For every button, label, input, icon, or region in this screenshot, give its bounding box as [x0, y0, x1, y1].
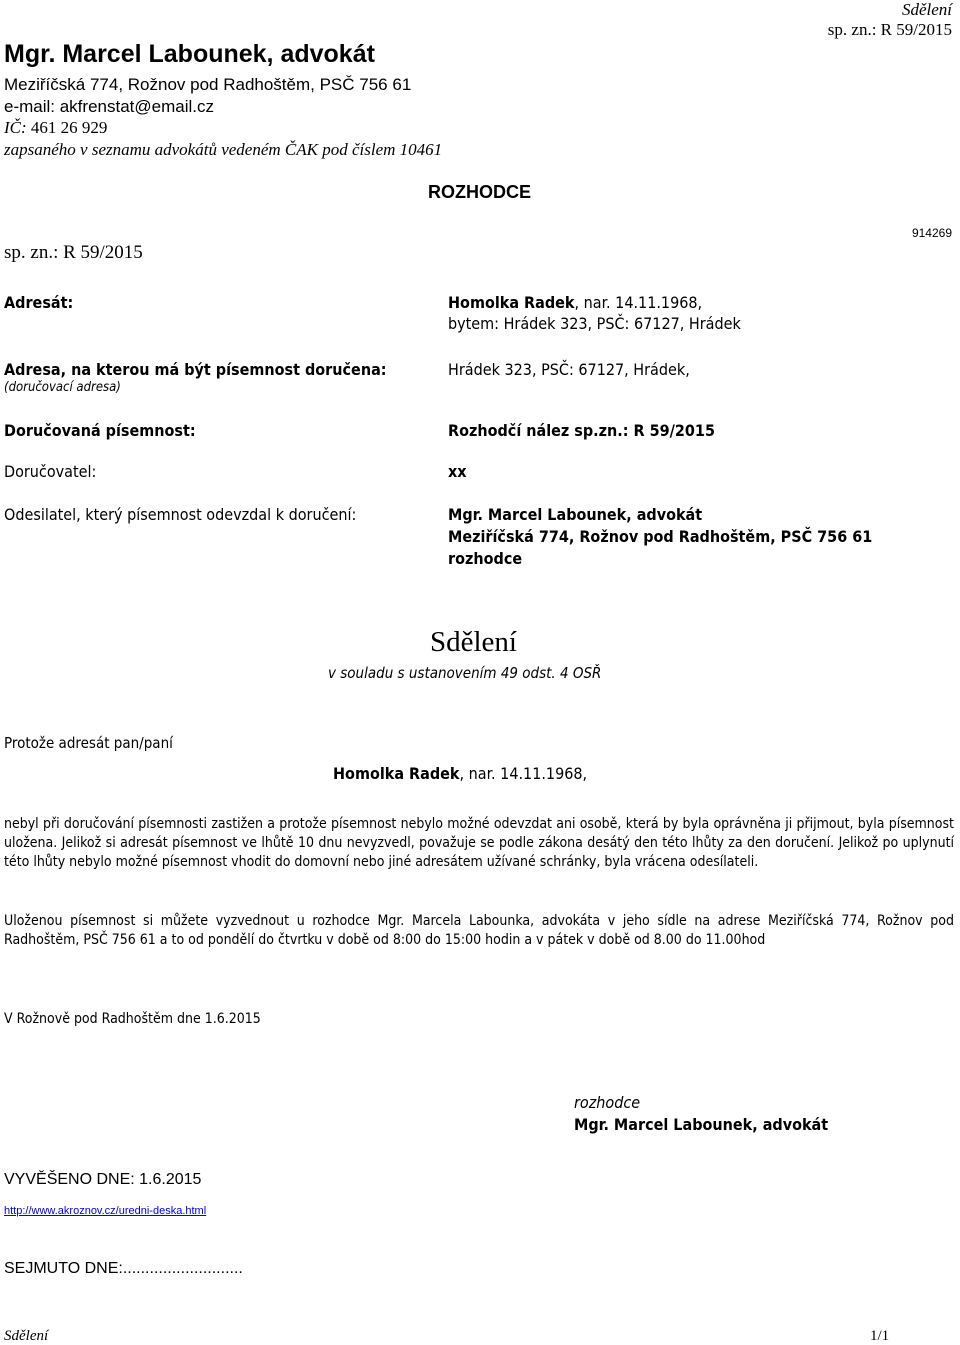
delivery-sublabel: (doručovací adresa) [4, 380, 121, 395]
place-date: V Rožnově pod Radhoštěm dne 1.6.2015 [4, 1011, 261, 1027]
notice-intro: Protože adresát pan/paní [4, 734, 173, 752]
addressee-residence: bytem: Hrádek 323, PSČ: 67127, Hrádek [448, 314, 741, 333]
sender-role: rozhodce [448, 549, 523, 568]
lawyer-ic [4, 118, 107, 138]
addressee-label: Adresát: [4, 293, 74, 312]
sender-label: Odesilatel, který písemnost odevzdal k doručení: [4, 505, 357, 524]
courier-label: Doručovatel: [4, 462, 97, 481]
role-title: ROZHODCE [428, 182, 531, 202]
document-value: Rozhodčí nález sp.zn.: R 59/2015 [448, 421, 715, 440]
notice-title: Sdělení [430, 626, 517, 658]
addressee-name: Homolka Radek [448, 293, 575, 312]
ic-value: 461 26 929 [30, 118, 108, 137]
lawyer-email: e-mail: akfrenstat@email.cz [4, 97, 214, 116]
ref-number: R 59/2015 [63, 242, 143, 263]
footer-page-number: 1/1 [870, 1328, 890, 1344]
notice-subtitle: v souladu s ustanovením 49 odst. 4 OSŘ [328, 664, 602, 682]
document-label: Doručovaná písemnost: [4, 421, 196, 440]
doc-type-top: Sdělení [901, 0, 952, 19]
notice-addressee-name: Homolka Radek [333, 764, 460, 783]
lawyer-address: Meziříčská 774, Rožnov pod Radhoštěm, PSČ 756 61 [4, 75, 412, 94]
signature-name: Mgr. Marcel Labounek, advokát [574, 1115, 829, 1134]
notice-paragraph-2: Uloženou písemnost si můžete vyzvednout u rozhodce Mgr. Marcela Labounka, advokáta v jeho sídle na adrese Meziříčská 774, Rožnov pod Radhoštěm, PSČ 756 61 a to od pondělí do čtvrtku v době od 8:00 do 15:00 hodin a v pátek v době od 8.00 do 11.00hod [4, 913, 954, 948]
removed-date: SEJMUTO DNE:........................... [4, 1260, 243, 1277]
footer-doc-type: Sdělení [4, 1328, 49, 1344]
ref-line [4, 242, 143, 264]
sender-name: Mgr. Marcel Labounek, advokát [448, 505, 703, 524]
notice-addressee-birth: , nar. 14.11.1968, [459, 764, 588, 783]
ic-label: IČ: [4, 118, 27, 137]
lawyer-name-heading: Mgr. Marcel Labounek, advokát [4, 40, 375, 68]
lawyer-registration: zapsaného v seznamu advokátů vedeném ČAK pod číslem 10461 [4, 140, 443, 159]
posted-date: VYVĚŠENO DNE: 1.6.2015 [4, 1171, 202, 1188]
official-board-link[interactable]: http://www.akroznov.cz/uredni-deska.html [4, 1205, 207, 1217]
addressee-value [448, 293, 702, 312]
addressee-birth: , nar. 14.11.1968, [574, 293, 703, 312]
delivery-label: Adresa, na kterou má být písemnost doručena: [4, 360, 387, 379]
doc-number: 914269 [911, 226, 952, 240]
notice-paragraph-1: nebyl při doručování písemnosti zastižen a protože písemnost nebylo možné odevzdat ani osobě, která by byla oprávněna ji přijmout, byla písemnost uložena. Jelikož si adresát písemnost ve lhůtě 10 dnu nevyzvedl, považuje se podle zákona desátý den této lhůty za den doručení. Jelikož po uplynutí této lhůty nebylo možné písemnost vhodit do domovní nebo jiné adresátem užívané schránky, byla vrácena odesílateli. [4, 816, 954, 870]
delivery-value: Hrádek 323, PSČ: 67127, Hrádek, [448, 360, 690, 379]
notice-addressee [333, 764, 587, 783]
signature-role: rozhodce [574, 1093, 641, 1112]
courier-value: xx [448, 462, 467, 481]
ref-top: sp. zn.: R 59/2015 [827, 20, 952, 39]
ref-prefix: sp. zn.: [4, 242, 59, 263]
sender-address: Meziříčská 774, Rožnov pod Radhoštěm, PSČ 756 61 [448, 527, 873, 546]
